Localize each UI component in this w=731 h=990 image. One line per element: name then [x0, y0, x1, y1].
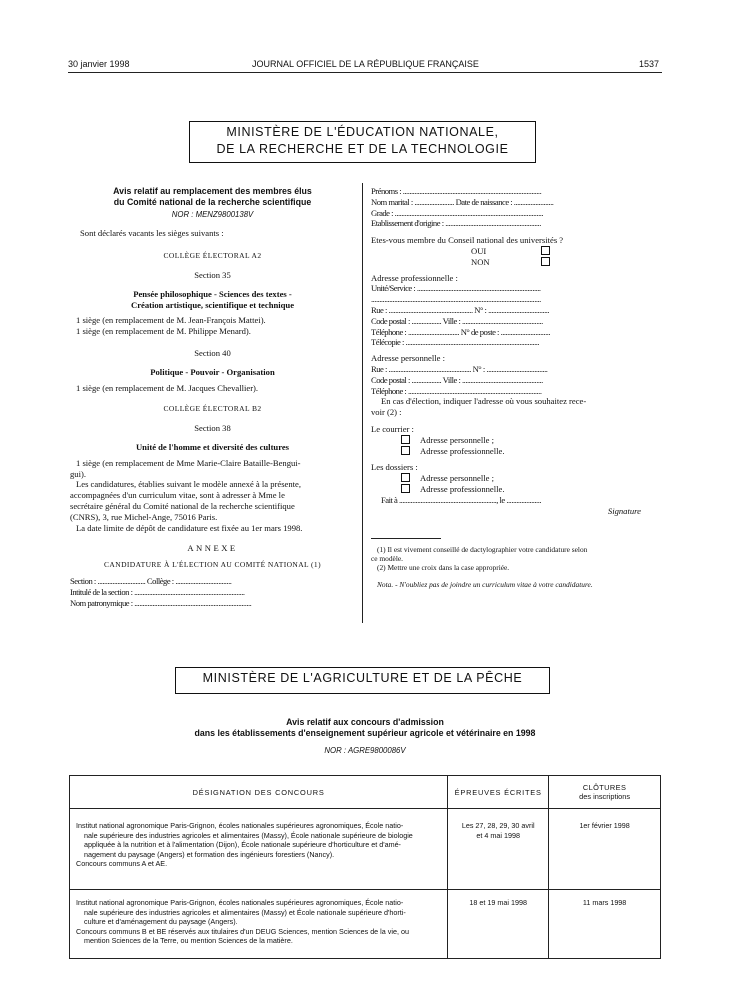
field-blank-line: .......................................................................................................	[371, 294, 541, 305]
option-non	[471, 257, 661, 268]
signature-label: Signature	[607, 505, 641, 516]
field-nom-marital: Nom marital : ........................ Date de naissance : ........................	[371, 196, 554, 207]
checkbox-oui	[541, 246, 550, 255]
column-divider	[362, 183, 363, 623]
avis2-nor: NOR : AGRE9800086V	[324, 746, 406, 755]
section-35-seat1: 1 siège (en remplacement de M. Jean-François Mattei).	[76, 315, 266, 326]
dossiers-option-pro-label: Adresse professionnelle.	[420, 483, 505, 494]
checkbox-dossiers-pro	[401, 484, 410, 493]
courrier-option-perso-label: Adresse personnelle ;	[420, 434, 494, 445]
field-prenoms: Prénoms : ....................................................................................	[371, 186, 542, 196]
annexe-title: CANDIDATURE À L'ÉLECTION AU COMITÉ NATIONAL (1)	[104, 560, 321, 570]
header-rule	[68, 72, 662, 73]
dossiers-option-perso	[401, 473, 661, 484]
table-header-row	[70, 776, 661, 809]
right-column	[371, 186, 661, 589]
section-40-title: Politique - Pouvoir - Organisation	[150, 366, 275, 377]
section-38-title: Unité de l'homme et diversité des cultures	[135, 441, 290, 452]
dossiers-option-pro	[401, 484, 661, 495]
ministry-education-box	[189, 121, 536, 163]
annexe-heading: ANNEXE	[187, 543, 238, 554]
dossiers-heading: Les dossiers :	[371, 462, 418, 473]
adresse-pro-heading: Adresse professionnelle :	[371, 272, 458, 283]
row2-line: Concours communs B et BE réservés aux titulaires d'un DEUG Sciences, mention Sciences de la vie, ou	[76, 926, 409, 936]
row1-line: nagement du paysage (Angers) et formation des ingénieurs forestiers (Nancy).	[84, 849, 335, 859]
row2-line: nale supérieure des industries agricoles et alimentaires (Massy) et École nationale supérieure d'horti-	[84, 907, 406, 917]
row1-line: nale supérieure des industries agricoles et alimentaires (Massy), École nationale supérieure de biologie	[84, 830, 413, 840]
avis2-title-line2: dans les établissements d'enseignement supérieur agricole et vétérinaire en 1998	[194, 728, 536, 738]
checkbox-non	[541, 257, 550, 266]
footnote-rule	[371, 538, 441, 539]
table-row	[70, 809, 661, 890]
section-35-seat2: 1 siège (en remplacement de M. Philippe Menard).	[76, 326, 251, 337]
row1-designation	[70, 809, 448, 890]
section-40-seat1: 1 siège (en remplacement de M. Jacques Chevallier).	[76, 382, 259, 393]
section-40: Section 40	[194, 347, 231, 358]
field-telephone-perso: Téléphone : .................................................................................	[371, 385, 542, 396]
ministry-agriculture-line1: MINISTÈRE DE L'AGRICULTURE ET DE LA PÊCHE	[202, 671, 523, 685]
courrier-option-pro-label: Adresse professionnelle.	[420, 445, 505, 456]
courrier-heading: Le courrier :	[371, 423, 414, 434]
avis1-title-line2: du Comité national de la recherche scientifique	[113, 196, 312, 207]
avis1-title-line1: Avis relatif au remplacement des membres élus	[113, 186, 312, 196]
field-unite-service: Unité/Service : ...........................................................................	[371, 283, 541, 294]
row2-line: mention Sciences de la Terre, ou mention Sciences de la matière.	[84, 936, 293, 946]
field-rue-pro: Rue : ................................................... N° : .....................................	[371, 304, 550, 315]
row2-line: culture et d'aménagement du paysage (Angers).	[84, 917, 238, 927]
row2-cloture: 11 mars 1998	[549, 889, 661, 958]
dossiers-option-perso-label: Adresse personnelle ;	[420, 473, 494, 484]
row1-line: Concours communs A et AE.	[76, 859, 168, 869]
row1-epreuves-line2: et 4 mai 1998	[476, 830, 520, 840]
row2-epreuves: 18 et 19 mai 1998	[448, 889, 549, 958]
header-date: 30 janvier 1998	[68, 59, 130, 69]
col-clotures-header-line1: CLÔTURES	[582, 783, 627, 792]
col-epreuves-header: ÉPREUVES ÉCRITES	[448, 776, 549, 809]
field-telecopie: Télécopie : .................................................................................	[371, 337, 540, 348]
adresse-perso-heading: Adresse personnelle :	[371, 353, 445, 364]
field-grade: Grade : ..........................................................................................	[371, 207, 544, 218]
candidatures-line2: accompagnées d'un curriculum vitae, sont à adresser à Mme le	[70, 490, 285, 501]
section-35-title-line1: Pensée philosophique - Sciences des textes -	[133, 288, 292, 299]
avis1-intro: Sont déclarés vacants les sièges suivants :	[80, 228, 224, 239]
row1-line: appliquée à la nutrition et à l'alimentation (Dijon), École nationale supérieure d'horticulture et d'amé-	[84, 840, 401, 850]
header-journal: JOURNAL OFFICIEL DE LA RÉPUBLIQUE FRANÇAISE	[252, 59, 479, 69]
left-column	[70, 186, 355, 608]
ministry-agriculture-box	[175, 667, 550, 694]
cnu-question: Etes-vous membre du Conseil national des universités ?	[371, 235, 564, 246]
col-clotures-header-line2: des inscriptions	[579, 792, 631, 801]
avis2-title-line1: Avis relatif aux concours d'admission	[286, 717, 444, 727]
section-38: Section 38	[194, 423, 231, 434]
section-38-seat1-a: 1 siège (en remplacement de Mme Marie-Claire Bataille-Bengui-	[76, 457, 301, 468]
college-a2: COLLÈGE ÉLECTORAL A2	[163, 251, 262, 261]
field-section-college: Section : ............................. Collège : ..................................	[70, 575, 232, 586]
field-nom-patronymique: Nom patronymique : .......................................................................	[70, 597, 252, 608]
date-limit: La date limite de dépôt de candidature est fixée au 1er mars 1998.	[76, 522, 303, 533]
row2-designation	[70, 889, 448, 958]
col-clotures-header	[549, 776, 661, 809]
field-telephone-pro: Téléphone : ............................... N° de poste : ..............................	[371, 326, 551, 337]
field-rue-perso: Rue : .................................................. N° : .....................................	[371, 363, 548, 374]
row2-line: Institut national agronomique Paris-Grignon, écoles nationales supérieures agronomiques, École natio-	[76, 897, 404, 907]
row1-epreuves-line1: Les 27, 28, 29, 30 avril	[461, 821, 535, 830]
option-oui-label: OUI	[471, 245, 487, 256]
checkbox-courrier-perso	[401, 435, 410, 444]
option-non-label: NON	[471, 256, 490, 267]
field-etablissement: Etablissement d'origine : ..........................................................	[371, 218, 541, 229]
avis1-nor: NOR : MENZ9800138V	[171, 209, 254, 219]
footnote-1-line2: ce modèle.	[371, 554, 404, 564]
concours-table	[69, 775, 661, 959]
header-page-number: 1537	[638, 59, 659, 69]
election-instruction-line2: voir (2) :	[371, 407, 402, 418]
election-instruction-line1: En cas d'élection, indiquer l'adresse où vous souhaitez rece-	[381, 396, 587, 407]
ministry-education-line2: DE LA RECHERCHE ET DE LA TECHNOLOGIE	[216, 142, 509, 156]
candidatures-line1: Les candidatures, établies suivant le modèle annexé à la présente,	[76, 479, 302, 490]
avis2-title	[68, 717, 662, 739]
candidatures-line4: (CNRS), 3, rue Michel-Ange, 75016 Paris.	[70, 511, 218, 522]
field-code-postal-pro: Code postal : .................. Ville : .................................................	[371, 315, 543, 326]
checkbox-dossiers-perso	[401, 473, 410, 482]
checkbox-courrier-pro	[401, 446, 410, 455]
option-oui	[471, 246, 661, 257]
row1-cloture: 1er février 1998	[549, 809, 661, 890]
candidatures-line3: secrétaire général du Comité national de la recherche scientifique	[70, 500, 295, 511]
footnote-2: (2) Mettre une croix dans la case appropriée.	[377, 563, 510, 573]
footnote-1-line1: (1) Il est vivement conseillé de dactylographier votre candidature selon	[377, 545, 588, 555]
ministry-education-line1: MINISTÈRE DE L'ÉDUCATION NATIONALE,	[226, 125, 499, 139]
section-38-seat1-b: gui).	[70, 468, 86, 479]
row1-line: Institut national agronomique Paris-Grignon, écoles nationales supérieures agronomiques, École natio-	[76, 821, 404, 830]
table-row	[70, 889, 661, 958]
row1-epreuves	[448, 809, 549, 890]
field-fait-a: Fait à ..........................................................., le .....................	[381, 494, 542, 505]
col-designation-header: DÉSIGNATION DES CONCOURS	[70, 776, 448, 809]
section-35: Section 35	[194, 269, 231, 280]
college-b2: COLLÈGE ÉLECTORAL B2	[163, 404, 262, 414]
courrier-option-pro	[401, 446, 661, 457]
field-code-postal-perso: Code postal : .................. Ville : .................................................	[371, 374, 543, 385]
field-intitule: Intitulé de la section : ...................................................................	[70, 586, 245, 597]
courrier-option-perso	[401, 435, 661, 446]
nota: Nota. - N'oubliez pas de joindre un curriculum vitae à votre candidature.	[377, 580, 593, 590]
section-35-title-line2: Création artistique, scientifique et technique	[130, 299, 295, 310]
